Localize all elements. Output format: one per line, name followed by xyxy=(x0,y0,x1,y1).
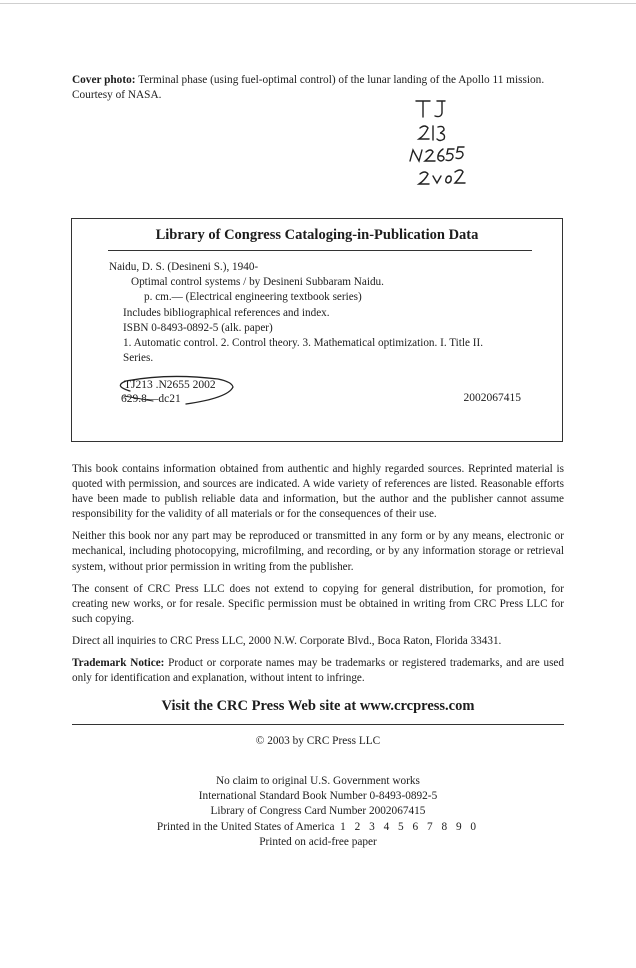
cip-data-box xyxy=(71,218,563,442)
visit-website-line: Visit the CRC Press Web site at www.crcpress.com xyxy=(161,698,475,714)
printing-number-line: 1 2 3 4 5 6 7 8 9 0 xyxy=(340,820,480,833)
cip-record xyxy=(109,260,549,366)
cover-photo-text: Terminal phase (using fuel-optimal control) of the lunar landing of the Apollo 11 mission. xyxy=(135,74,545,86)
imprint-lccn: Library of Congress Card Number 2002067415 xyxy=(210,805,426,818)
paragraph-trademark xyxy=(72,656,564,686)
printed-in-text: Printed in the United States of America xyxy=(156,820,335,833)
imprint-gov-works: No claim to original U.S. Government works xyxy=(216,775,420,787)
cover-photo-credit xyxy=(72,73,567,103)
cip-call-number: TJ213 .N2655 2002 xyxy=(124,379,216,391)
cip-dewey-number: 629.8—dc21 xyxy=(121,393,181,405)
paragraph-reproduction: Neither this book nor any part may be reproduced or transmitted in any form or by any means, electronic or mechanical, including photocopying, microfilming, and recording, or by any information storage or retrieval system, without prior permission in writing from the publisher. xyxy=(72,530,564,573)
cip-subjects-line-cont: Series. xyxy=(123,352,154,365)
cip-title: Library of Congress Cataloging-in-Publication Data xyxy=(155,227,479,243)
copyright-line: © 2003 by CRC Press LLC xyxy=(255,735,381,747)
handwritten-call-number xyxy=(400,95,490,190)
imprint-acid-free: Printed on acid-free paper xyxy=(259,835,377,848)
copyright-notice-text xyxy=(72,462,564,693)
cip-lccn: 2002067415 xyxy=(463,392,521,404)
cover-photo-label: Cover photo: xyxy=(72,74,136,86)
cip-title-line: Optimal control systems / by Desineni Subbaram Naidu. xyxy=(131,276,384,289)
imprint-isbn: International Standard Book Number 0-8493-0892-5 xyxy=(198,790,438,803)
cip-author: Naidu, D. S. (Desineni S.), 1940- xyxy=(109,261,259,273)
cover-photo-courtesy: Courtesy of NASA. xyxy=(72,89,162,101)
section-divider xyxy=(72,724,564,725)
paragraph-inquiries: Direct all inquiries to CRC Press LLC, 2000 N.W. Corporate Blvd., Boca Raton, Florida 33431. xyxy=(72,634,502,647)
cip-title-rule xyxy=(108,250,532,251)
cip-series-line: p. cm.— (Electrical engineering textbook series) xyxy=(144,291,362,304)
cip-subjects-line: 1. Automatic control. 2. Control theory. 3. Mathematical optimization. I. Title II. xyxy=(123,337,484,350)
trademark-text: Product or corporate names may be trademarks or registered trademarks, and are used only for identification and explanation, without intent to infringe. xyxy=(72,657,564,685)
trademark-label: Trademark Notice: xyxy=(72,657,165,670)
page-top-edge xyxy=(0,3,636,4)
imprint-block xyxy=(72,774,564,850)
paragraph-consent: The consent of CRC Press LLC does not extend to copying for general distribution, for promotion, for creating new works, or for resale. Specific permission must be obtained in writing from CRC Press LLC for such copying. xyxy=(72,582,564,625)
imprint-printed-in xyxy=(72,820,564,835)
paragraph-sources: This book contains information obtained from authentic and highly regarded sources. Reprinted material is quoted with permission, and sources are indicated. A wide variety of references are listed. Reasonable efforts have been made to publish reliable data and information, but the author and the publisher cannot assume responsibility for the validity of all materials or for the consequences of their use. xyxy=(72,463,564,521)
cip-notes-line: Includes bibliographical references and index. xyxy=(123,306,330,319)
cip-isbn-line: ISBN 0-8493-0892-5 (alk. paper) xyxy=(123,321,273,334)
